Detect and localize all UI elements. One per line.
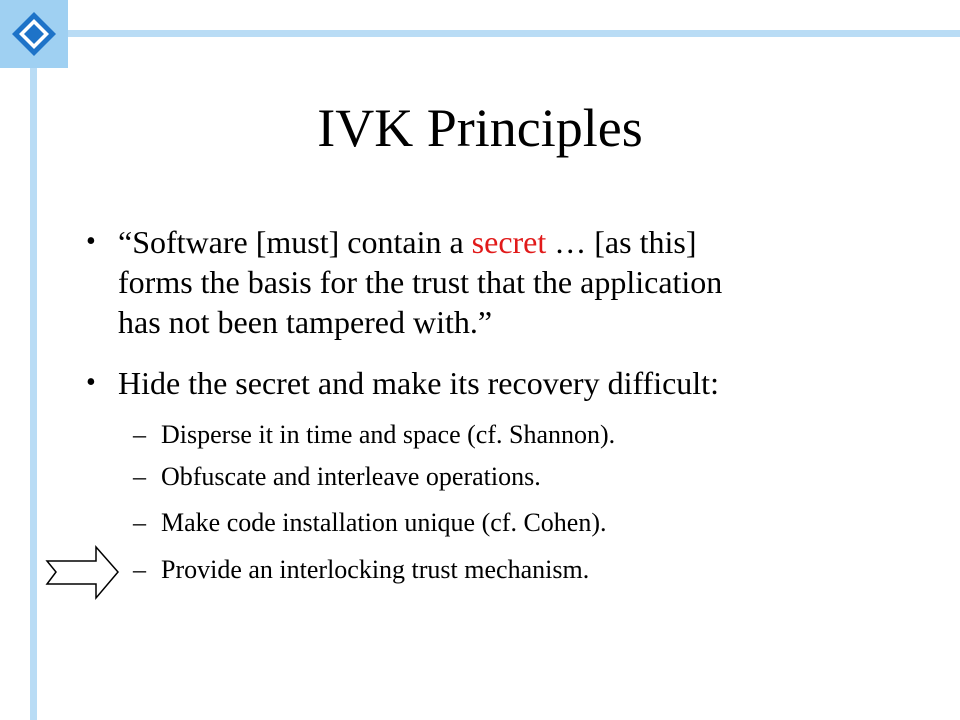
dash-marker: – <box>133 420 146 449</box>
bullet-quote <box>118 222 722 342</box>
bullet-marker: • <box>86 226 96 257</box>
quote-highlight: secret <box>471 224 547 260</box>
sub-item-text: Disperse it in time and space (cf. Shannon). <box>161 420 616 449</box>
bullet-hide-secret: Hide the secret and make its recovery difficult: <box>118 365 719 401</box>
arrow-right-icon <box>44 544 124 604</box>
sub-item <box>133 506 606 540</box>
quote-text-before: “Software [must] contain a <box>118 224 472 260</box>
dash-marker: – <box>133 462 146 491</box>
dash-marker: – <box>133 508 146 537</box>
sub-item-text: Provide an interlocking trust mechanism. <box>161 555 590 584</box>
sub-item <box>133 553 589 587</box>
slide-title: IVK Principles <box>317 98 643 158</box>
sub-item <box>133 418 615 452</box>
diamond-logo-icon <box>0 0 68 68</box>
dash-marker: – <box>133 555 146 584</box>
sub-item-text: Obfuscate and interleave operations. <box>161 462 541 491</box>
quote-text-after: … [as this] forms the basis for the trust that the application has not been tampered with.” <box>118 224 723 340</box>
sub-item-text: Make code installation unique (cf. Cohen). <box>161 508 607 537</box>
bullet-marker: • <box>86 367 96 398</box>
frame-horizontal-bar <box>0 30 960 37</box>
sub-item <box>133 460 541 494</box>
